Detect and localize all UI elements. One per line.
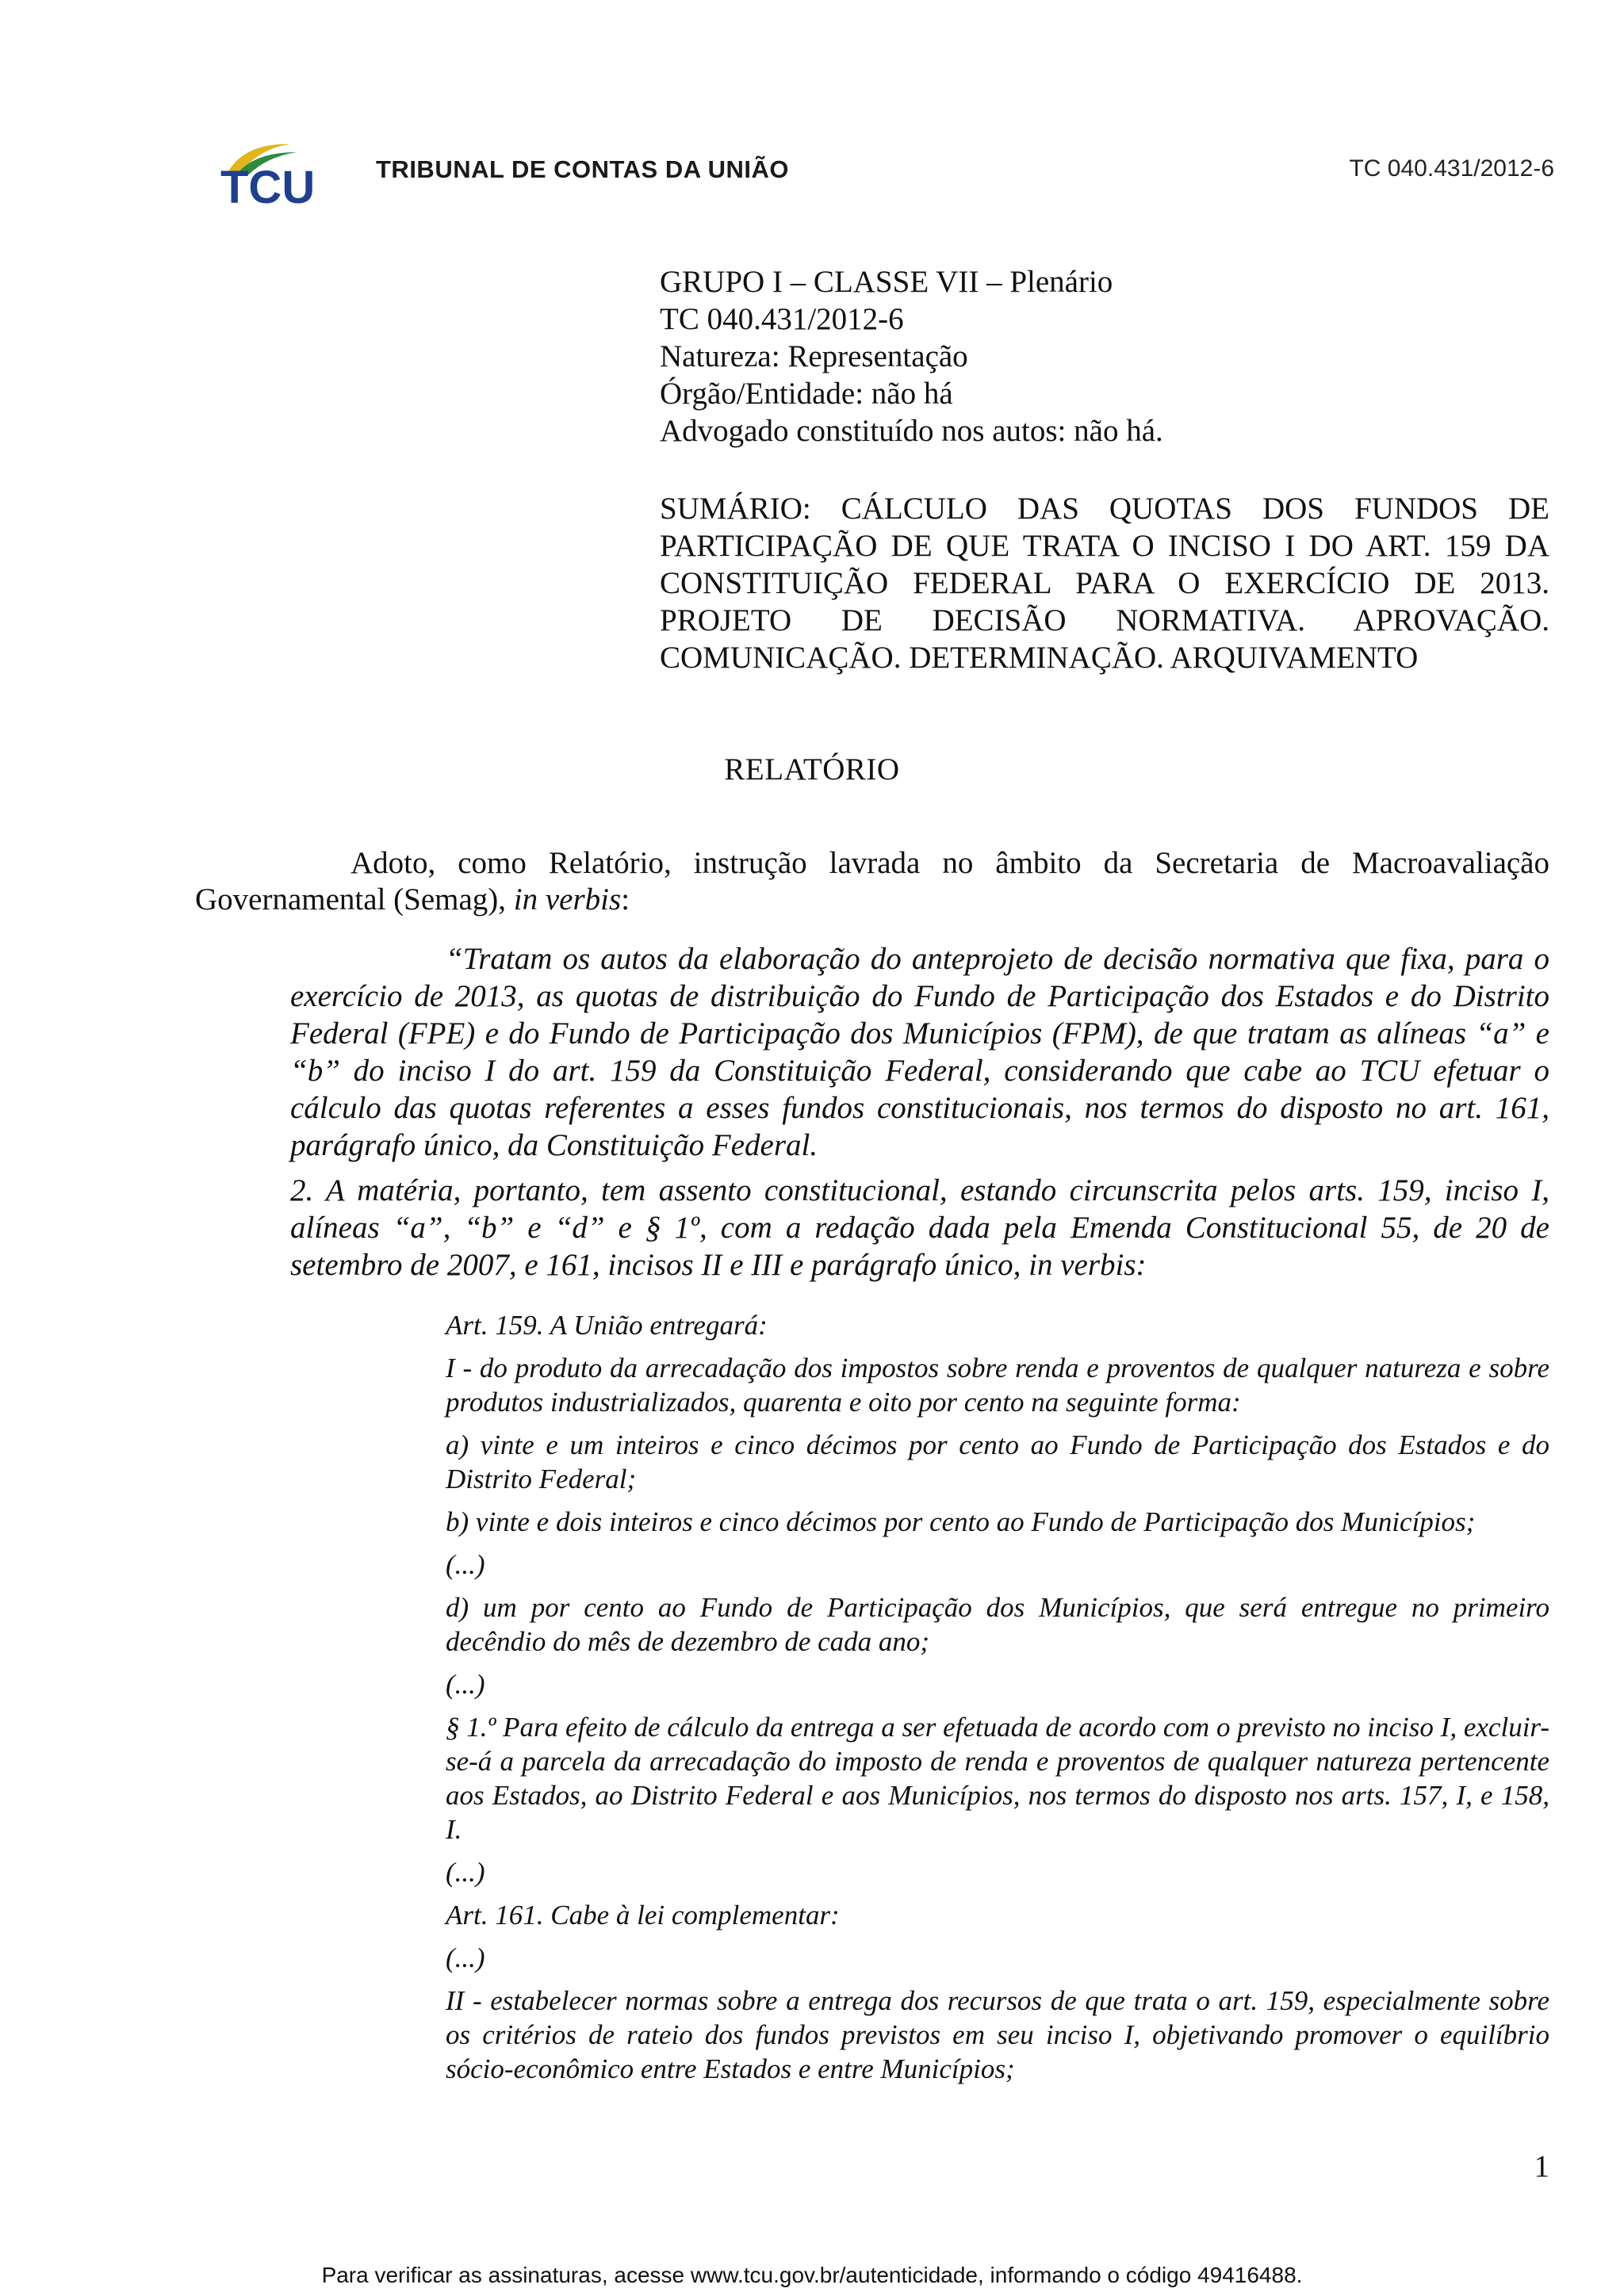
law-line: a) vinte e um inteiros e cinco décimos por cento ao Fundo de Participação dos Estados e do Distrito Federal; — [446, 1429, 1549, 1494]
caption-case-number: TC 040.431/2012-6 — [660, 302, 904, 336]
page-header — [214, 128, 1554, 208]
caption-nature: Natureza: Representação — [660, 339, 968, 373]
case-caption — [660, 263, 1549, 450]
caption-entity: Órgão/Entidade: não há — [660, 377, 953, 411]
law-line: Art. 159. A União entregará: — [446, 1310, 768, 1341]
law-line: (...) — [446, 1669, 485, 1700]
header-case-number: TC 040.431/2012-6 — [1349, 155, 1554, 182]
verification-footer: Para verificar as assinaturas, acesse www.tcu.gov.br/autenticidade, informando o código 49416488. — [321, 2263, 1303, 2287]
logo-text: TCU — [220, 162, 316, 208]
tcu-logo — [214, 136, 317, 208]
intro-paragraph — [195, 845, 1549, 918]
law-line: I - do produto da arrecadação dos impostos sobre renda e proventos de qualquer natureza e sobre produtos industrializados, quarenta e oito por cento na seguinte forma: — [446, 1353, 1549, 1418]
law-line: d) um por cento ao Fundo de Participação dos Municípios, que será entregue no primeiro decêndio do mês de dezembro de cada ano; — [446, 1592, 1549, 1657]
law-line: (...) — [446, 1942, 485, 1973]
law-line: (...) — [446, 1549, 485, 1580]
page-number: 1 — [1534, 2149, 1549, 2183]
section-title: RELATÓRIO — [724, 752, 900, 786]
law-line: II - estabelecer normas sobre a entrega dos recursos de que trata o art. 159, especialmente sobre os critérios de rateio dos fundos previstos em seu inciso I, objetivando promover o equilíbrio sócio-econômico entre Estados e entre Municípios; — [446, 1985, 1549, 2084]
intro-emphasis: in verbis — [513, 882, 622, 916]
quote-paragraph-1: “Tratam os autos da elaboração do anteprojeto de decisão normativa que fixa, para o exercício de 2013, as quotas de distribuição do Fundo de Participação dos Estados e do Distrito Federal (FPE) e do Fundo de Participação dos Municípios (FPM), de que tratam as alíneas “a” e “b” do inciso I do art. 159 da Constituição Federal, considerando que cabe ao TCU efetuar o cálculo das quotas referentes a esses fundos constitucionais, nos termos do disposto no art. 161, parágrafo único, da Constituição Federal. — [290, 942, 1549, 1162]
law-line: b) vinte e dois inteiros e cinco décimos por cento ao Fundo de Participação dos Municípios; — [446, 1506, 1476, 1537]
summary-paragraph: SUMÁRIO: CÁLCULO DAS QUOTAS DOS FUNDOS DE PARTICIPAÇÃO DE QUE TRATA O INCISO I DO ART. 159 DA CONSTITUIÇÃO FEDERAL PARA O EXERCÍCIO DE 2013. PROJETO DE DECISÃO NORMATIVA. APROVAÇÃO. COMUNICAÇÃO. DETERMINAÇÃO. ARQUIVAMENTO — [660, 492, 1549, 675]
quote-paragraph-2: 2. A matéria, portanto, tem assento constitucional, estando circunscrita pelos arts. 159, inciso I, alíneas “a”, “b” e “d” e § 1º, com a redação dada pela Emenda Constitucional 55, de 20 de setembro de 2007, e 161, incisos II e III e parágrafo único, in verbis: — [290, 1173, 1549, 1282]
intro-text: Adoto, como Relatório, instrução lavrada no âmbito da Secretaria de Macroavaliação Governamental (Semag), — [195, 846, 1549, 916]
law-line: § 1.º Para efeito de cálculo da entrega a ser efetuada de acordo com o previsto no inciso I, excluir-se-á a parcela da arrecadação do imposto de renda e proventos de qualquer natureza pertencente aos Estados, ao Distrito Federal e aos Municípios, nos termos do disposto nos arts. 157, I, e 158, I. — [446, 1712, 1549, 1845]
law-line: Art. 161. Cabe à lei complementar: — [446, 1900, 840, 1931]
law-line: (...) — [446, 1857, 485, 1888]
constitution-excerpt — [446, 1308, 1549, 2095]
quoted-instruction — [290, 940, 1549, 1284]
caption-group: GRUPO I – CLASSE VII – Plenário — [660, 265, 1113, 299]
caption-lawyer: Advogado constituído nos autos: não há. — [660, 414, 1163, 448]
organization-name: TRIBUNAL DE CONTAS DA UNIÃO — [376, 155, 789, 183]
intro-end: : — [621, 882, 630, 916]
